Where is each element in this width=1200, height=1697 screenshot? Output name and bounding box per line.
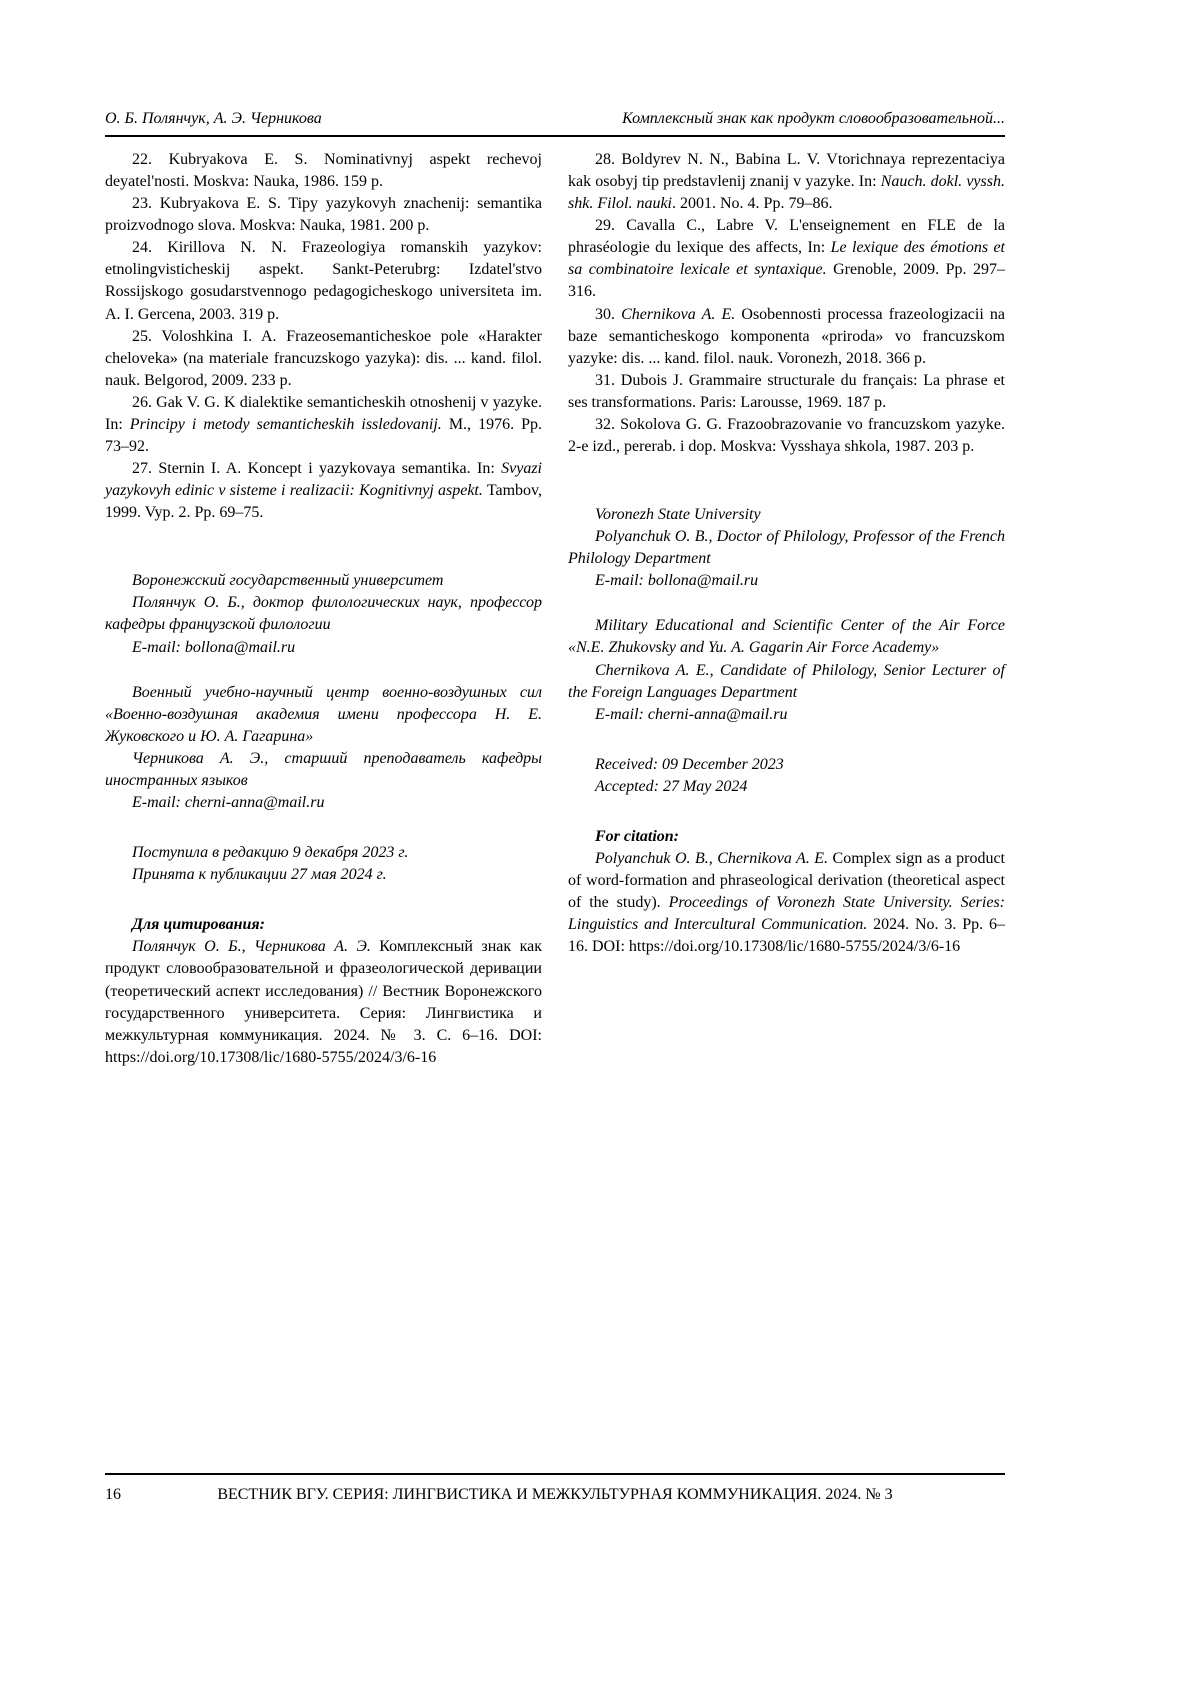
reference-item [105, 193, 542, 237]
page-number: 16 [105, 1486, 121, 1503]
affiliation-block [568, 615, 1005, 725]
person-line: Polyanchuk O. B., Doctor of Philology, Professor of the French Philology Department [568, 528, 1005, 568]
email-line: E-mail: bollona@mail.ru [595, 572, 759, 590]
citation-block [105, 914, 542, 1069]
ref-text: 31. Dubois J. Grammaire structurale du français: La phrase et ses transformations. Paris: Larousse, 1969. 187 p. [568, 371, 1005, 411]
ref-text: 29. Cavalla C., Labre V. L'enseignement en FLE de la phraséologie du lexique des affects, In: [568, 217, 1005, 257]
reference-item [568, 370, 1005, 414]
ref-text: 32. Sokolova G. G. Frazoobrazovanie vo francuzskom yazyke. 2-e izd., pererab. i dop. Moskva: Vysshaya shkola, 1987. 203 p. [568, 415, 1005, 456]
reference-item [568, 304, 1005, 370]
left-column [105, 149, 542, 1069]
email-line: E-mail: cherni-anna@mail.ru [132, 794, 325, 812]
reference-item [105, 326, 542, 392]
affiliation-block [105, 682, 542, 814]
ref-text-italic: Le lexique des émotions et sa combinatoire lexicale et syntaxique. [568, 239, 1005, 279]
citation-text [105, 936, 542, 1068]
reference-item [568, 215, 1005, 303]
reference-item [105, 149, 542, 193]
reference-item [105, 458, 542, 524]
email-line: E-mail: bollona@mail.ru [132, 638, 296, 656]
ref-text: Grenoble, 2009. Pp. 297–316. [568, 261, 1005, 301]
ref-text: 24. Kirillova N. N. Frazeologiya romanskih yazykov: etnolingvisticheskij aspekt. Sankt-Peterubrg: Izdatel'stvo Rossijskogo gosudarstvennogo pedagogicheskogo universiteta im. A. I. Gercena, 2003. 319 p. [105, 239, 542, 323]
ref-text: 25. Voloshkina I. A. Frazeosemanticheskoe pole «Harakter cheloveka» (na materiale francuzskogo yazyka): dis. ... kand. filol. nauk. Belgorod, 2009. 233 p. [105, 327, 542, 389]
citation-body: Комплексный знак как продукт словообразовательной и фразеологической деривации (теоретический аспект исследования) // Вестник Воронежского государственного университета. Серия: Лингвистика и межкультурная коммуникация. 2024. № 3. С. 6–16. DOI: https://doi.org/10.17308/lic/1680-5755/2024/3/6-16 [105, 938, 543, 1066]
ref-text: 23. Kubryakova E. S. Tipy yazykovyh znachenij: semantika proizvodnogo slova. Moskva: Nauka, 1981. 200 p. [105, 195, 542, 235]
dates-block [105, 842, 542, 886]
ref-text-italic: Svyazi yazykovyh edinic v sisteme i realizacii: Kognitivnyj aspekt. [105, 460, 542, 500]
accepted-line: Accepted: 27 May 2024 [595, 777, 748, 795]
ref-text-italic: Principy i metody semanticheskih issledovanij. [129, 415, 442, 433]
person-line: Полянчук О. Б., доктор филологических наук, профессор кафедры французской филологии [105, 594, 542, 634]
header-rule [105, 135, 1005, 137]
ref-text: . 2001. No. 4. Pp. 79–86. [671, 195, 833, 213]
ref-text-italic: Nauch. dokl. vyssh. shk. Filol. nauki [568, 173, 1005, 213]
citation-authors: Полянчук О. Б., Черникова А. Э. [132, 938, 371, 956]
institution-line: Military Educational and Scientific Center of the Air Force «N.E. Zhukovsky and Yu. A. Gagarin Air Force Academy» [568, 617, 1005, 657]
ref-text: 22. Kubryakova E. S. Nominativnyj aspekt rechevoj deyatel'nosti. Moskva: Nauka, 1986. 159 p. [105, 151, 542, 191]
running-head-title: Комплексный знак как продукт словообразовательной... [622, 110, 1005, 127]
ref-text: 26. Gak V. G. K dialektike semanticheskih otnoshenij v yazyke. In: [105, 393, 542, 433]
person-line: Черникова А. Э., старший преподаватель кафедры иностранных языков [105, 749, 542, 789]
citation-body: Complex sign as a product of word-formation and phraseological derivation (theoretical aspect of the study). [568, 850, 1006, 912]
reference-item [105, 392, 542, 458]
citation-body: 2024. No. 3. Pp. 6–16. DOI: https://doi.org/10.17308/lic/1680-5755/2024/3/6-16 [568, 916, 1006, 956]
citation-text [568, 848, 1005, 958]
ref-text-italic: Chernikova A. E. [621, 305, 736, 323]
person-line: Chernikova A. E., Candidate of Philology, Senior Lecturer of the Foreign Languages Department [568, 661, 1005, 701]
footer-rule [105, 1473, 1005, 1475]
email-line: E-mail: cherni-anna@mail.ru [595, 705, 788, 723]
running-head-authors: О. Б. Полянчук, А. Э. Черникова [105, 110, 322, 127]
institution-line: Voronezh State University [595, 506, 761, 524]
citation-heading: Для цитирования: [132, 916, 265, 934]
ref-text: Tambov, 1999. Vyp. 2. Pp. 69–75. [105, 482, 542, 522]
page-footer [105, 1484, 1005, 1506]
affiliation-block [568, 504, 1005, 592]
reference-item [568, 149, 1005, 215]
institution-line: Военный учебно-научный центр военно-воздушных сил «Военно-воздушная академия имени профессора Н. Е. Жуковского и Ю. А. Гагарина» [105, 683, 542, 745]
dates-block [568, 754, 1005, 798]
reference-item [105, 237, 542, 325]
received-line: Поступила в редакцию 9 декабря 2023 г. [132, 844, 409, 862]
citation-heading: For citation: [595, 827, 680, 845]
received-line: Received: 09 December 2023 [595, 755, 784, 773]
citation-block [568, 826, 1005, 958]
affiliation-block [105, 570, 542, 658]
running-head [105, 108, 1005, 130]
ref-text: 30. [595, 305, 622, 323]
reference-item [568, 414, 1005, 458]
ref-text: M., 1976. Pp. 73–92. [105, 415, 542, 456]
accepted-line: Принята к публикации 27 мая 2024 г. [132, 866, 387, 884]
ref-text: 28. Boldyrev N. N., Babina L. V. Vtorichnaya reprezentaciya kak osobyj tip predstavlenij znanij v yazyke. In: [568, 151, 1005, 191]
institution-line: Воронежский государственный университет [132, 572, 444, 590]
ref-text: 27. Sternin I. A. Koncept i yazykovaya semantika. In: [132, 460, 502, 478]
ref-text: Osobennosti processa frazeologizacii na baze semanticheskogo komponenta «priroda» vo francuzskom yazyke: dis. ... kand. filol. nauk. Voronezh, 2018. 366 p. [568, 305, 1006, 367]
citation-authors: Polyanchuk O. B., Chernikova A. E. [595, 850, 829, 868]
citation-journal: Proceedings of Voronezh State University. Series: Linguistics and Intercultural Communication. [568, 894, 1006, 934]
content-columns [105, 149, 1005, 1069]
right-column [568, 149, 1005, 1069]
journal-title: ВЕСТНИК ВГУ. СЕРИЯ: ЛИНГВИСТИКА И МЕЖКУЛЬТУРНАЯ КОММУНИКАЦИЯ. 2024. № 3 [217, 1486, 893, 1503]
